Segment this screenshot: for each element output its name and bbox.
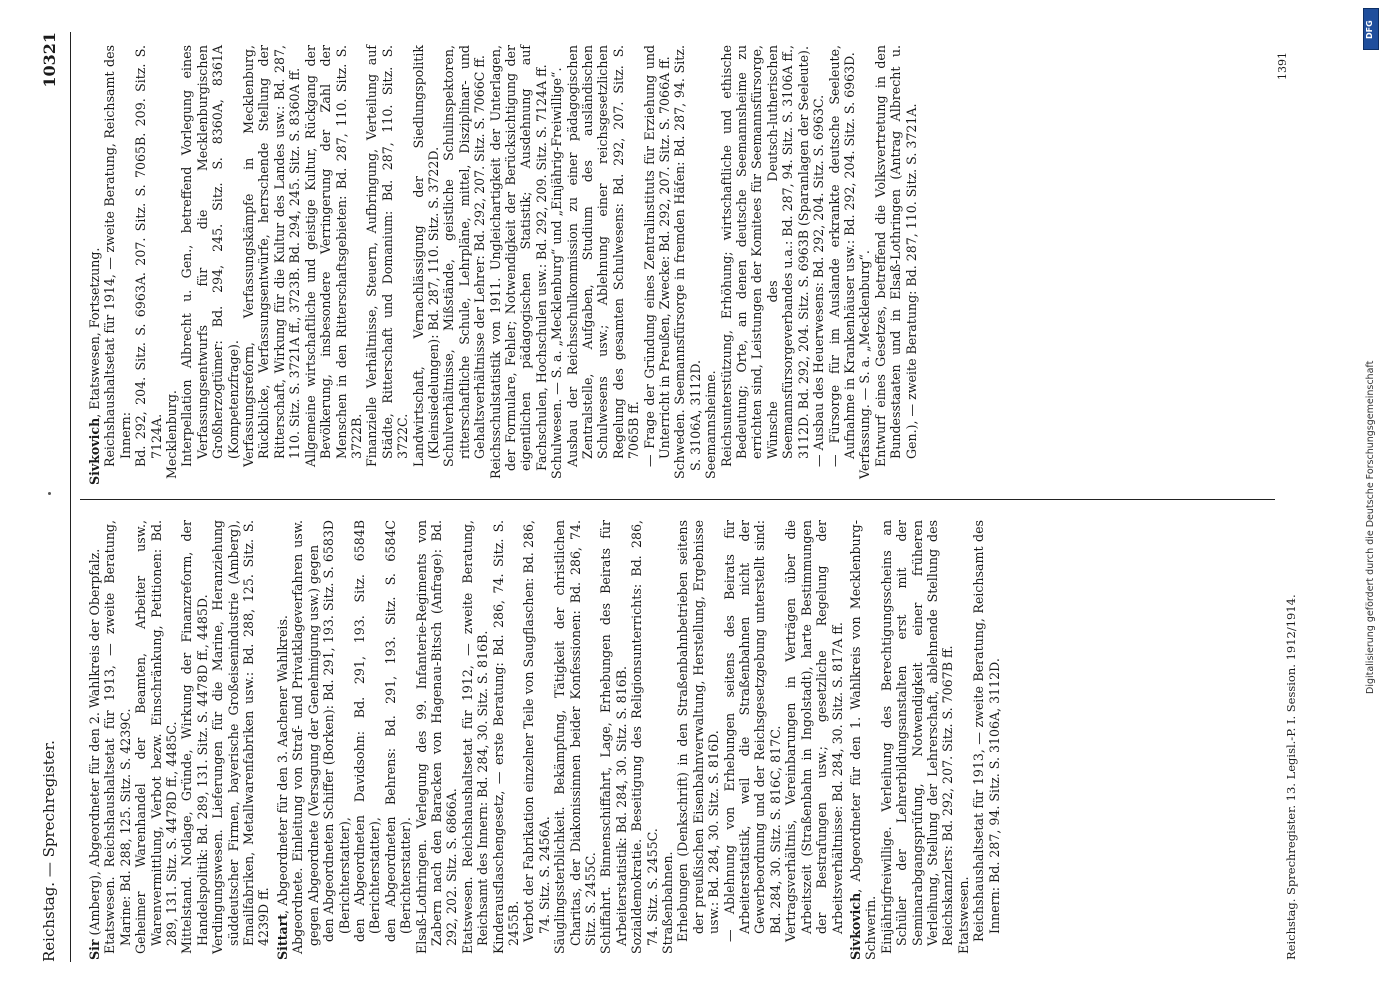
register-entry: [133, 45, 164, 485]
entry-text: Einjährigfreiwillige. Verleihung des Berechtigungsscheins an Schüler der Lehrerbildungsanstalten erst mit der Seminarabgangsprüfung, Notwendigkeit einer früheren Verleihung, Stellung der Lehrerschaft, ablehnende Stellung des Reichskanzlers: Bd. 292, 207. Sitz. S. 7067B ff.: [878, 520, 956, 954]
entry-text: Straßenbahnen.: [660, 851, 676, 954]
register-entry: [857, 45, 872, 485]
register-entry: [87, 520, 102, 960]
entry-text: — Frage der Gründung eines Zentralinstituts für Erziehung und Unterricht in Preußen, Zwecke: Bd. 292, 207. Sitz. S. 7066A ff.: [641, 45, 673, 467]
entry-name: Sir: [87, 939, 102, 960]
entry-text: — Ablehnung von Erhebungen seitens des Beirats für Arbeiterstatistik, weil die Straßenbahnen nicht der Gewerbeordnung und der Reichsgesetzgebung unterstellt sind: Bd. 284, 30. Sitz. S. 816C, 817C.: [721, 520, 783, 942]
register-entry: [629, 520, 660, 960]
entry-text: , Abgeordneter für den 1. Wahlkreis von Mecklenburg-Schwerin.: [847, 520, 879, 960]
register-entry: [660, 520, 675, 960]
entry-text: Verfassungsreform, Verfassungskämpfe in Mecklenburg, Rückblicke, Verfassungsentwürfe, herrschende Stellung der Ritterschaft, Wirkung für die Kultur des Landes usw.: Bd. 287, 110. Sitz. S. 3721A ff., 3723B. Bd. 294, 245. Sitz. S. 8360A ff.: [241, 45, 303, 467]
register-entry: [290, 520, 321, 960]
footer-number: 1391: [1276, 52, 1289, 80]
register-entry: [873, 45, 919, 485]
header-rule: [70, 32, 71, 962]
dfg-logo-icon: [1363, 8, 1379, 50]
register-entry: [87, 45, 102, 485]
entry-text: den Abgeordneten Davidsohn: Bd. 291, 193. Sitz. 6584B (Berichterstatter),: [351, 520, 383, 942]
dfg-logo-text: DFG: [1365, 20, 1374, 40]
register-entry: [303, 45, 365, 485]
entry-text: Erhebungen (Denkschrift) in den Straßenbahnbetrieben seitens der preußischen Eisenbahnverwaltung, Herstellung, Ergebnisse usw.: Bd. 284, 30. Sitz. S. 816D.: [675, 520, 722, 942]
register-entry: [102, 45, 133, 485]
register-entry: [827, 45, 858, 485]
register-entry: [411, 45, 442, 485]
entry-text: Mittelstand. Notlage, Gründe, Wirkung der Finanzreform, der Handelspolitik: Bd. 289, 131. Sitz. S. 4478D ff., 4485D.: [179, 520, 210, 954]
register-entry: [675, 520, 721, 960]
entry-text: Etatswesen. Reichshaushaltsetat für 1912, — zweite Beratung, Reichsamt des Innern: Bd. 284, 30. Sitz. S. 816B.: [459, 520, 491, 954]
register-entry: [552, 520, 598, 960]
entry-text: Ausbau der Reichsschulkommission zu einer pädagogischen Zentralstelle, Aufgaben, Studium des ausländischen Schulwesens usw.; Ablehnung einer reichsgesetzlichen Regelung des gesamten Schulwesens: Bd. 292, 207. Sitz. S. 7065B ff.: [564, 45, 642, 467]
digitization-credit: Digitalisierung gefördert durch die Deutsche Forschungsgemeinschaft: [1365, 360, 1376, 694]
register-entry: [879, 520, 956, 960]
entry-text: Seemannsheime.: [703, 370, 719, 479]
entry-text: (Amberg), Abgeordneter für den 2. Wahlkreis der Oberpfalz.: [87, 548, 102, 940]
entry-text: Reichsunterstützung, Erhöhung; wirtschaftliche und ethische Bedeutung; Orte, an denen deutsche Seemannsheime zu errichten sind, Leistungen der Komitees für Seemannsfürsorge, Wünsche des Deutsch-lutherischen Seemannsfürsorgeverbandes u.a.: Bd. 287, 94. Sitz. S. 3106A ff., 3112D. Bd. 292, 204. Sitz. S. 6963B (Sparanlagen der Seeleute).: [718, 45, 811, 467]
entry-text: Reichshaushaltsetat für 1913, — zweite Beratung, Reichsamt des Innern: Bd. 287, 94. Sitz. S. 3106A, 3112D.: [971, 520, 1002, 942]
entry-text: den Abgeordneten Schiffer (Borken): Bd. 291, 193. Sitz. S. 6583D (Berichterstatter),: [321, 520, 352, 942]
register-entry: [275, 520, 290, 960]
register-entry: [971, 520, 1002, 960]
register-entry: [441, 45, 487, 485]
entry-text: Säuglingssterblichkeit. Bekämpfung, Tätigkeit der christlichen Charitas, der Diakonissinnen beider Konfessionen: Bd. 286, 74. Sitz. S. 2455C.: [552, 520, 598, 954]
register-entry: [414, 520, 460, 960]
register-entry: [565, 45, 642, 485]
right-column: [84, 45, 919, 485]
entry-text: Sozialdemokratie. Beseitigung des Religionsunterrichts: Bd. 286, 74. Sitz. S. 2455C.: [629, 520, 660, 954]
entry-text: Abgeordnete. Einleitung von Straf- und Privatklageverfahren usw. gegen Abgeordnete (Versagung der Genehmigung usw.) gegen: [290, 520, 321, 954]
side-strip: [1363, 8, 1379, 698]
entry-text: Schulverhältnisse, Mißstände, geistliche Schulinspektoren, ritterschaftliche Schule, Lehrpläne, mittel, Disziplinar- und Gehaltsverhältnisse der Lehrer: Bd. 292, 207. Sitz. S. 7066C ff.: [441, 45, 488, 467]
register-entry: [460, 520, 491, 960]
register-entry: [102, 520, 133, 960]
entry-text: Kinderausflaschengesetz, — erste Beratung: Bd. 286, 74. Sitz. S. 2455B.: [490, 520, 521, 954]
entry-text: Entwurf eines Gesetzes, betreffend die Volksvertretung in den Bundesstaaten und in Elsaß-Lothringen (Antrag Albrecht u. Gen.), — zweite Beratung: Bd. 287, 110. Sitz. S. 3721A.: [872, 45, 919, 467]
entry-text: Schweden. Seemannsfürsorge in fremden Häfen: Bd. 287, 94. Sitz. S. 3106A, 3112D.: [672, 45, 703, 479]
register-entry: [241, 45, 303, 485]
register-entry: [956, 520, 971, 960]
entry-text: , Abgeordneter für den 3. Aachener Wahlkreis.: [274, 615, 290, 914]
entry-text: — Ausbau des Heuerwesens: Bd. 292, 204. Sitz. S. 6963C.: [811, 94, 827, 467]
register-entry: [642, 45, 673, 485]
register-entry: [703, 45, 718, 485]
entry-name: Sittart: [274, 913, 290, 960]
register-entry: [491, 520, 522, 960]
entry-name: Sivkovich: [87, 417, 102, 485]
column-divider: [80, 499, 1275, 500]
entry-text: — Fürsorge für im Auslande erkrankte deutsche Seeleute, Aufnahme in Krankenhäuser usw.: Bd. 292, 204. Sitz. S. 6963D.: [826, 45, 857, 467]
entry-text: Verfassung. — S. a. „Mecklenburg“.: [857, 250, 873, 479]
register-entry: [521, 520, 552, 960]
register-entry: [179, 520, 210, 960]
entry-text: Schiffahrt. Binnenschiffahrt, Lage, Erhebungen des Beirats für Arbeiterstatistik: Bd. 284, 30. Sitz. S. 816B.: [598, 520, 629, 954]
register-entry: [722, 520, 784, 960]
register-entry: [848, 520, 879, 960]
register-entry: [352, 520, 383, 960]
entry-text: , Etatswesen, Fortsetzung.: [87, 247, 102, 418]
entry-text: Mecklenburg.: [164, 390, 180, 479]
entry-text: Verdingungswesen. Lieferungen für die Marine, Heranziehung süddeutscher Firmen, bayerische Großeisenindustrie (Amberg), Emailfabriken, Metallwarenfabriken usw.: Bd. 288, 125. Sitz. S. 4239D ff.: [210, 520, 272, 954]
register-entry: [598, 520, 629, 960]
entry-text: Geheimer Warenhandel der Beamten, Arbeiter usw., Warenvermittlung, Verbot bezw. Einschränkung, Petitionen: Bd. 289, 131. Sitz. S. 4478D ff., 4485C.: [133, 520, 180, 954]
entry-text: Reichsschulstatistik von 1911. Ungleichartigkeit der Unterlagen, der Formulare, Fehler; Notwendigkeit der Berücksichtigung der eigentlichen pädagogischen Statistik; Ausdehnung auf Fachschulen, Hochschulen usw.: Bd. 292, 209. Sitz. S. 7124A ff.: [487, 45, 549, 479]
entry-name: Sivkovich: [847, 892, 863, 960]
entry-text: Elsaß-Lothringen. Verlegung des 99. Infanterie-Regiments von Zabern nach den Baracken von Hagenau-Bitsch (Anfrage): Bd. 292, 202. Sitz. S. 6866A.: [413, 520, 460, 954]
left-column: [84, 520, 1002, 960]
entry-text: Bd. 292, 204. Sitz. S. 6963A. 207. Sitz. S. 7065B. 209. Sitz. S. 7124A.: [133, 45, 164, 467]
register-entry: [383, 520, 414, 960]
register-entry: [364, 45, 410, 485]
register-entry: [133, 520, 179, 960]
printer-dot: [48, 492, 51, 495]
entry-text: Verbot der Fabrikation einzelner Teile von Saugflaschen: Bd. 286, 74. Sitz. S. 2456A.: [521, 520, 552, 942]
entry-text: Allgemeine wirtschaftliche und geistige Kultur, Rückgang der Bevölkerung, insbesondere Verringerung der Zahl der Menschen in den Ritterschaftsgebieten: Bd. 287, 110. Sitz. S. 3722B.: [302, 45, 364, 467]
register-entry: [719, 45, 811, 485]
register-entry: [811, 45, 826, 485]
register-entry: [321, 520, 352, 960]
register-entry: [179, 45, 241, 485]
register-entry: [783, 520, 845, 960]
entry-text: Etatswesen. Reichshaushaltsetat für 1913, — zweite Beratung, Marine: Bd. 288, 125. Sitz. S. 4239C.: [102, 520, 133, 954]
page-header: [40, 32, 66, 962]
running-head: Reichstag. — Sprechregister.: [40, 740, 58, 962]
entry-text: Etatswesen.: [955, 876, 971, 954]
register-entry: [164, 45, 179, 485]
page-number: 10321: [40, 32, 59, 88]
entry-text: Finanzielle Verhältnisse, Steuern, Aufbringung, Verteilung auf Städte, Ritterschaft und Domanium: Bd. 287, 110. Sitz. S. 3722C.: [364, 45, 411, 467]
register-entry: [210, 520, 272, 960]
entry-text: Schulwesen. — S. a. „Mecklenburg“ und „Einjährig-Freiwillige“.: [549, 67, 565, 479]
register-entry: [488, 45, 550, 485]
register-entry: [672, 45, 703, 485]
entry-text: den Abgeordneten Behrens: Bd. 291, 193. Sitz. S. 6584C (Berichterstatter).: [382, 520, 414, 942]
entry-text: Interpellation Albrecht u. Gen., betreffend Vorlegung eines Verfassungsentwurfs für die Mecklenburgischen Großherzogtümer: Bd. 294, 245. Sitz. S. 8360A, 8361A (Kompetenzfrage).: [179, 45, 241, 467]
footer-citation: Reichstag. Sprechregister. 13. Legisl.-P. I. Session. 1912/1914.: [1284, 594, 1298, 960]
entry-text: Reichshaushaltsetat für 1914, — zweite Beratung, Reichsamt des Innern:: [102, 45, 133, 467]
entry-text: Vertragsverhältnis, Vereinbarungen in Verträgen über die Arbeitszeit (Straßenbahn in Ingolstadt), harte Bestimmungen der Bestrafungen usw.; gesetzliche Regelung der Arbeitsverhältnisse: Bd. 284, 30. Sitz. S. 817A ff.: [783, 520, 845, 942]
register-entry: [549, 45, 564, 485]
page-footer: [1276, 30, 1304, 960]
entry-text: Landwirtschaft, Vernachlässigung der Siedlungspolitik (Kleinsiedelungen): Bd. 287, 110. Sitz. S. 3722D.: [410, 45, 441, 467]
